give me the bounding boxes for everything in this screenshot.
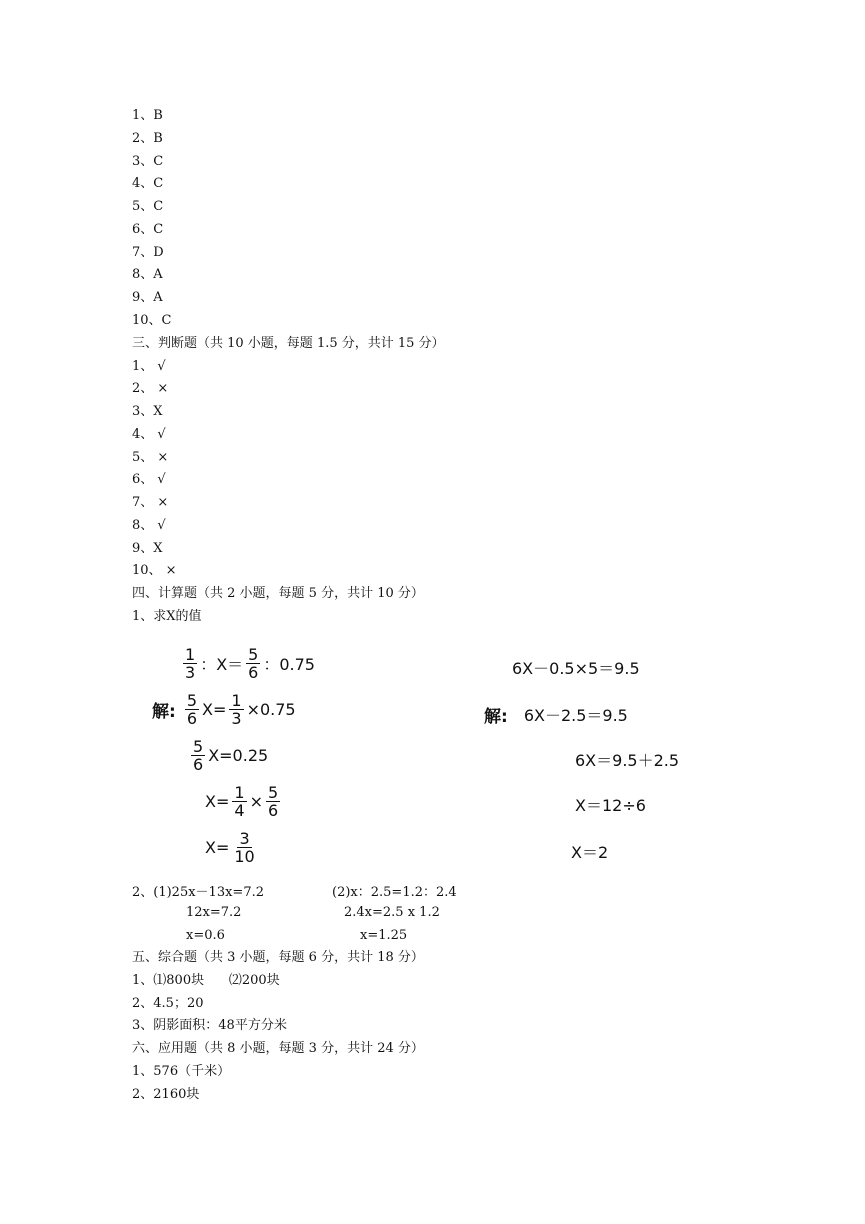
fraction: $\frac{3}{10}$ <box>234 829 255 866</box>
right-eq-line4: X＝12÷6 <box>575 796 646 815</box>
fraction: $\frac{1}{3}$ <box>185 645 196 682</box>
application-answer-1: 1、576（千米） <box>132 1064 231 1079</box>
left-eq-line1: $\frac{1}{3}$ ：X＝ $\frac{5}{6}$ ：0.75 <box>185 645 315 682</box>
solution-label: 解: <box>152 702 176 722</box>
fraction: $\frac{1}{4}$ <box>234 783 245 820</box>
application-answer-2: 2、2160块 <box>132 1087 200 1102</box>
calc-q2-part1-line1: 2、(1)25x－13x=7.2 <box>132 885 264 900</box>
choice-answer-6: 6、C <box>132 222 164 237</box>
right-eq-line2: 解: 6X－2.5＝9.5 <box>484 702 628 727</box>
calc-q2-part1-line2: 12x=7.2 <box>186 905 242 920</box>
choice-answer-3: 3、C <box>132 154 164 169</box>
fraction: $\frac{5}{6}$ <box>267 783 279 820</box>
choice-answer-8: 8、A <box>132 267 163 282</box>
comprehensive-answer-2: 2、4.5；20 <box>132 996 204 1011</box>
calc-q1-label: 1、求X的值 <box>132 609 202 624</box>
solution-label: 解: <box>484 707 508 727</box>
choice-answer-1: 1、B <box>132 108 163 123</box>
judge-answer-9: 9、X <box>132 541 163 556</box>
left-eq-line4: X= $\frac{1}{4}$ × $\frac{5}{6}$ <box>205 783 279 820</box>
judge-answer-2: 2、 × <box>132 381 169 396</box>
left-eq-line3: $\frac{5}{6}$ X=0.25 <box>193 737 269 774</box>
section4-title: 四、计算题（共 2 小题，每题 5 分，共计 10 分） <box>132 586 424 601</box>
fraction: $\frac{5}{6}$ <box>193 737 204 774</box>
judge-answer-1: 1、 √ <box>132 359 166 374</box>
comprehensive-answer-1: 1、⑴800块 ⑵200块 <box>132 973 280 988</box>
fraction: $\frac{5}{6}$ <box>248 645 259 682</box>
calc-q2-part2-line1: (2)x：2.5=1.2：2.4 <box>332 885 457 900</box>
comprehensive-answer-3: 3、阴影面积：48平方分米 <box>132 1018 287 1033</box>
left-eq-line5: X= $\frac{3}{10}$ <box>205 829 255 866</box>
judge-answer-10: 10、 × <box>132 563 177 578</box>
section6-title: 六、应用题（共 8 小题，每题 3 分，共计 24 分） <box>132 1041 424 1056</box>
choice-answer-9: 9、A <box>132 290 163 305</box>
judge-answer-7: 7、 × <box>132 495 169 510</box>
right-eq-line1: 6X－0.5×5＝9.5 <box>512 659 640 678</box>
judge-answer-3: 3、X <box>132 404 163 419</box>
choice-answer-5: 5、C <box>132 199 164 214</box>
right-eq-line3: 6X＝9.5＋2.5 <box>575 751 680 770</box>
judge-answer-8: 8、 √ <box>132 518 166 533</box>
judge-answer-4: 4、 √ <box>132 427 166 442</box>
calc-q2-part1-line3: x=0.6 <box>186 928 225 943</box>
right-eq-line5: X＝2 <box>571 843 609 862</box>
choice-answer-2: 2、B <box>132 131 163 146</box>
choice-answer-10: 10、C <box>132 313 172 328</box>
judge-answer-6: 6、 √ <box>132 472 166 487</box>
calc-q2-part2-line2: 2.4x=2.5 x 1.2 <box>344 905 440 920</box>
left-eq-line2: 解: $\frac{5}{6}$ X= $\frac{1}{3}$ ×0.75 <box>152 691 296 728</box>
section5-title: 五、综合题（共 3 小题，每题 6 分，共计 18 分） <box>132 950 424 965</box>
choice-answer-4: 4、C <box>132 176 164 191</box>
fraction: $\frac{1}{3}$ <box>231 691 242 728</box>
calc-q2-part2-line3: x=1.25 <box>360 928 408 943</box>
choice-answer-7: 7、D <box>132 245 164 260</box>
judge-answer-5: 5、 × <box>132 450 169 465</box>
section3-title: 三、判断题（共 10 小题，每题 1.5 分，共计 15 分） <box>132 336 445 351</box>
fraction: $\frac{5}{6}$ <box>186 691 197 728</box>
